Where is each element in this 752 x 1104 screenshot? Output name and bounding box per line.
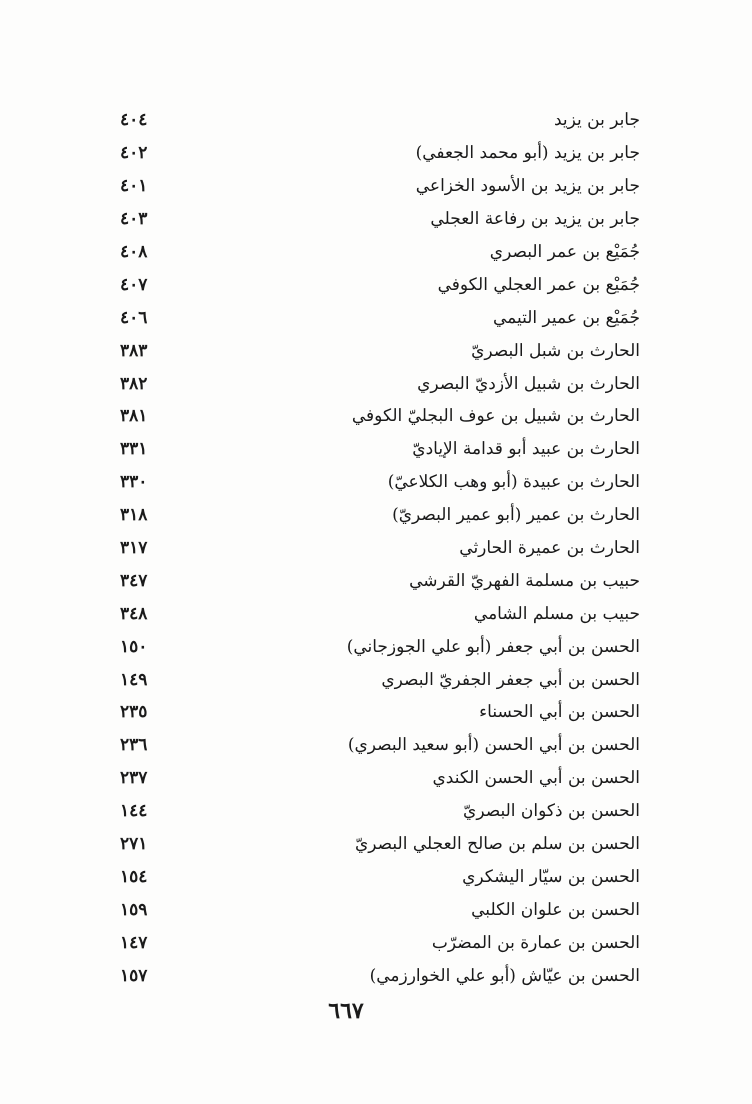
entry-name: الحارث بن عبيدة (أبو وهب الكلاعيّ) [387, 472, 640, 493]
index-entry [120, 959, 640, 992]
entry-name: الحارث بن شبل البصريّ [471, 340, 640, 361]
entry-page-number: ٣٨٢ [120, 373, 148, 394]
index-entry [120, 104, 640, 137]
entry-page-number: ٣٨٣ [120, 340, 148, 361]
entry-page-number: ٣١٧ [120, 538, 148, 559]
entry-name: الحسن بن سلم بن صالح العجلي البصريّ [354, 834, 640, 855]
entry-name: جابر بن يزيد بن الأسود الخزاعي [415, 176, 640, 197]
entry-name: جابر بن يزيد (أبو محمد الجعفي) [415, 143, 640, 164]
index-entry [120, 795, 640, 828]
entry-page-number: ٤٠٢ [120, 143, 148, 164]
index-entry [120, 137, 640, 170]
entry-name: الحسن بن أبي الحسن الكندي [432, 768, 640, 789]
index-entry [120, 499, 640, 532]
entry-page-number: ٢٧١ [120, 834, 148, 855]
entry-page-number: ١٥٠ [120, 636, 148, 657]
entry-page-number: ٤٠٤ [120, 110, 148, 131]
entry-name: الحسن بن ذكوان البصريّ [463, 801, 640, 822]
index-entry [120, 236, 640, 269]
entry-name: حبيب بن مسلمة الفهريّ القرشي [409, 570, 640, 591]
entry-page-number: ٢٣٦ [120, 735, 148, 756]
index-entry [120, 400, 640, 433]
entry-name: الحسن بن أبي الحسن (أبو سعيد البصري) [347, 735, 640, 756]
entry-page-number: ٢٣٧ [120, 768, 148, 789]
index-entry [120, 203, 640, 236]
entry-name: الحسن بن أبي الحسناء [479, 702, 640, 723]
entry-name: الحسن بن عيّاش (أبو علي الخوارزمي) [369, 965, 640, 986]
index-entry [120, 893, 640, 926]
entry-name: جابر بن يزيد [553, 110, 640, 131]
index-entry [120, 334, 640, 367]
index-entry [120, 597, 640, 630]
index-list [120, 104, 640, 992]
index-entry [120, 729, 640, 762]
entry-page-number: ٢٣٥ [120, 702, 148, 723]
entry-name: الحسن بن أبي جعفر (أبو علي الجوزجاني) [346, 636, 640, 657]
entry-page-number: ١٥٧ [120, 965, 148, 986]
index-entry [120, 268, 640, 301]
entry-page-number: ١٤٧ [120, 932, 148, 953]
entry-name: جُمَيْع بن عمير التيمي [492, 307, 640, 328]
index-entry [120, 301, 640, 334]
index-entry [120, 564, 640, 597]
entry-page-number: ١٤٤ [120, 801, 148, 822]
entry-name: الحارث بن شبيل بن عوف البجليّ الكوفي [351, 406, 640, 427]
entry-name: الحسن بن أبي جعفر الجفريّ البصري [381, 669, 640, 690]
entry-page-number: ٣١٨ [120, 505, 148, 526]
entry-page-number: ٤٠٧ [120, 274, 148, 295]
entry-name: الحارث بن عمير (أبو عمير البصريّ) [392, 505, 640, 526]
entry-name: الحارث بن عبيد أبو قدامة الإياديّ [412, 439, 640, 460]
entry-page-number: ٤٠٣ [120, 209, 148, 230]
entry-page-number: ٤٠١ [120, 176, 148, 197]
entry-page-number: ١٥٤ [120, 866, 148, 887]
entry-name: الحسن بن سيّار اليشكري [462, 866, 640, 887]
index-entry [120, 466, 640, 499]
index-entry [120, 367, 640, 400]
index-entry [120, 696, 640, 729]
entry-name: الحارث بن شبيل الأزديّ البصري [417, 373, 640, 394]
index-entry [120, 433, 640, 466]
entry-page-number: ٣٣١ [120, 439, 148, 460]
entry-page-number: ٣٣٠ [120, 472, 148, 493]
entry-name: الحسن بن عمارة بن المضرّب [431, 932, 640, 953]
index-entry [120, 926, 640, 959]
index-entry [120, 170, 640, 203]
entry-page-number: ٣٨١ [120, 406, 148, 427]
index-entry [120, 663, 640, 696]
entry-page-number: ٤٠٨ [120, 242, 148, 262]
entry-name: حبيب بن مسلم الشامي [473, 603, 640, 624]
entry-page-number: ٣٤٧ [120, 570, 148, 591]
index-entry [120, 860, 640, 893]
entry-page-number: ٣٤٨ [120, 603, 148, 624]
entry-name: الحسن بن علوان الكلبي [471, 899, 640, 920]
index-entry [120, 532, 640, 565]
entry-name: جُمَيْع بن عمر البصري [489, 242, 640, 262]
entry-name: الحارث بن عميرة الحارثي [459, 538, 640, 559]
entry-name: جابر بن يزيد بن رفاعة العجلي [430, 209, 640, 230]
index-entry [120, 762, 640, 795]
entry-name: جُمَيْع بن عمر العجلي الكوفي [437, 274, 640, 295]
page-number: ٦٦٧ [328, 998, 364, 1024]
index-entry [120, 828, 640, 861]
entry-page-number: ١٥٩ [120, 899, 148, 920]
index-entry [120, 630, 640, 663]
entry-page-number: ٤٠٦ [120, 307, 148, 328]
entry-page-number: ١٤٩ [120, 669, 148, 690]
